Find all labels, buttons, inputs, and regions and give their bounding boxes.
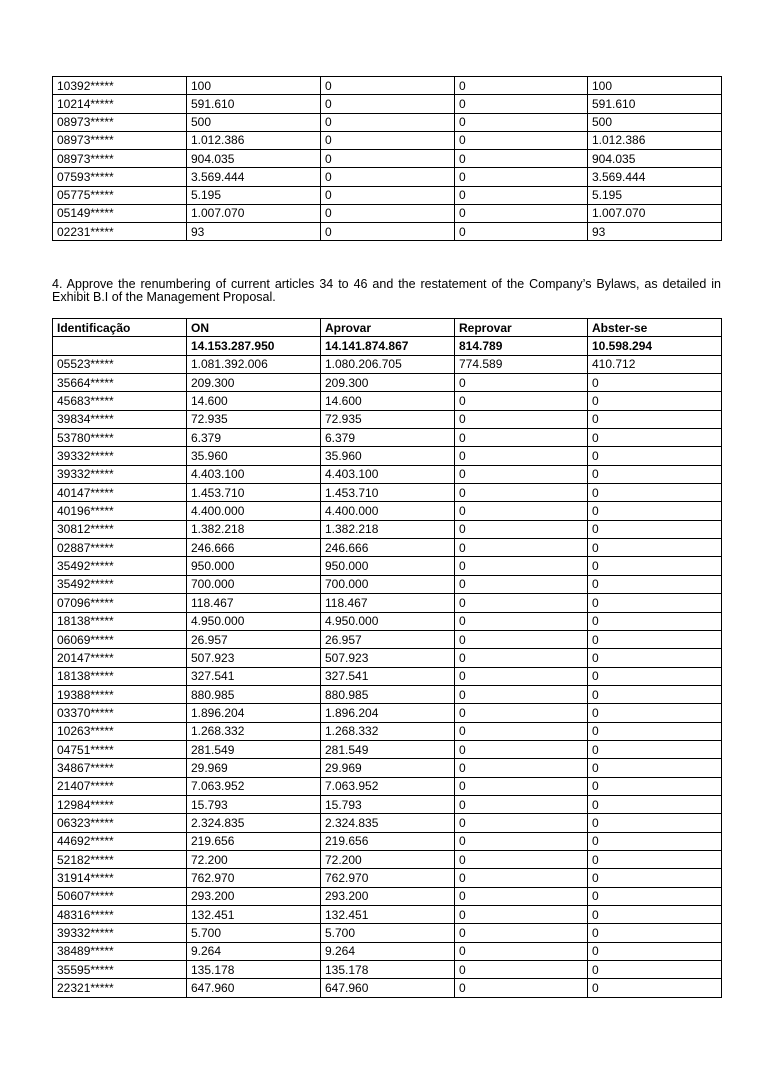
cell-aprovar: 0 [321,150,455,168]
table-row [53,150,722,168]
cell-abster-se: 0 [588,520,722,538]
cell-on: 7.063.952 [187,777,321,795]
cell-identificacao: 12984***** [53,795,187,813]
cell-reprovar: 0 [455,869,588,887]
cell-reprovar: 0 [455,223,588,241]
totals-reprovar: 814.789 [455,337,588,355]
cell-aprovar: 15.793 [321,795,455,813]
table-row [53,649,722,667]
cell-reprovar: 0 [455,667,588,685]
table-row [53,850,722,868]
cell-on: 1.012.386 [187,131,321,149]
table-row [53,204,722,222]
cell-identificacao: 21407***** [53,777,187,795]
table-row [53,113,722,131]
cell-on: 500 [187,113,321,131]
cell-reprovar: 0 [455,649,588,667]
cell-on: 1.382.218 [187,520,321,538]
cell-identificacao: 35492***** [53,575,187,593]
table-row [53,374,722,392]
cell-on: 1.007.070 [187,204,321,222]
cell-identificacao: 34867***** [53,759,187,777]
cell-on: 880.985 [187,685,321,703]
header-on: ON [187,319,321,337]
cell-abster-se: 0 [588,410,722,428]
cell-abster-se: 0 [588,704,722,722]
table-row [53,557,722,575]
cell-on: 6.379 [187,429,321,447]
cell-on: 132.451 [187,906,321,924]
cell-on: 14.600 [187,392,321,410]
table-row [53,447,722,465]
cell-on: 72.200 [187,850,321,868]
cell-identificacao: 03370***** [53,704,187,722]
cell-reprovar: 0 [455,539,588,557]
cell-reprovar: 0 [455,131,588,149]
cell-aprovar: 5.700 [321,924,455,942]
cell-reprovar: 0 [455,685,588,703]
cell-reprovar: 0 [455,502,588,520]
cell-aprovar: 0 [321,204,455,222]
cell-identificacao: 44692***** [53,832,187,850]
cell-identificacao: 52182***** [53,850,187,868]
cell-identificacao: 07593***** [53,168,187,186]
cell-abster-se: 0 [588,869,722,887]
header-identificacao: Identificação [53,319,187,337]
cell-aprovar: 4.400.000 [321,502,455,520]
cell-aprovar: 0 [321,168,455,186]
main-vote-table-body [53,355,722,997]
cell-aprovar: 9.264 [321,942,455,960]
cell-on: 135.178 [187,961,321,979]
cell-reprovar: 0 [455,410,588,428]
cell-aprovar: 14.600 [321,392,455,410]
cell-identificacao: 05523***** [53,355,187,373]
cell-aprovar: 0 [321,113,455,131]
cell-aprovar: 246.666 [321,539,455,557]
cell-aprovar: 281.549 [321,740,455,758]
cell-abster-se: 0 [588,557,722,575]
cell-on: 281.549 [187,740,321,758]
cell-on: 26.957 [187,630,321,648]
cell-abster-se: 0 [588,961,722,979]
cell-aprovar: 132.451 [321,906,455,924]
cell-reprovar: 0 [455,814,588,832]
cell-identificacao: 10392***** [53,77,187,95]
cell-aprovar: 507.923 [321,649,455,667]
cell-on: 4.403.100 [187,465,321,483]
cell-aprovar: 293.200 [321,887,455,905]
table-row [53,410,722,428]
cell-reprovar: 0 [455,759,588,777]
table-row [53,465,722,483]
cell-identificacao: 19388***** [53,685,187,703]
cell-identificacao: 07096***** [53,594,187,612]
cell-identificacao: 06069***** [53,630,187,648]
totals-aprovar: 14.141.874.867 [321,337,455,355]
table-row [53,95,722,113]
table-row [53,77,722,95]
cell-abster-se: 1.012.386 [588,131,722,149]
cell-reprovar: 0 [455,168,588,186]
cell-reprovar: 0 [455,722,588,740]
cell-reprovar: 0 [455,795,588,813]
cell-identificacao: 48316***** [53,906,187,924]
cell-identificacao: 40196***** [53,502,187,520]
cell-reprovar: 0 [455,630,588,648]
cell-aprovar: 1.268.332 [321,722,455,740]
cell-identificacao: 08973***** [53,131,187,149]
cell-aprovar: 0 [321,223,455,241]
cell-identificacao: 39332***** [53,924,187,942]
table-row [53,667,722,685]
cell-abster-se: 100 [588,77,722,95]
cell-on: 904.035 [187,150,321,168]
cell-abster-se: 0 [588,429,722,447]
table-row [53,777,722,795]
cell-reprovar: 0 [455,942,588,960]
cell-aprovar: 1.382.218 [321,520,455,538]
totals-abster-se: 10.598.294 [588,337,722,355]
cell-aprovar: 880.985 [321,685,455,703]
totals-identificacao [53,337,187,355]
cell-aprovar: 1.896.204 [321,704,455,722]
cell-reprovar: 0 [455,374,588,392]
table-row [53,722,722,740]
cell-aprovar: 4.403.100 [321,465,455,483]
cell-aprovar: 29.969 [321,759,455,777]
cell-reprovar: 0 [455,77,588,95]
cell-on: 2.324.835 [187,814,321,832]
cell-reprovar: 0 [455,429,588,447]
cell-on: 1.453.710 [187,484,321,502]
cell-abster-se: 0 [588,979,722,997]
cell-aprovar: 1.453.710 [321,484,455,502]
cell-identificacao: 18138***** [53,667,187,685]
table-row [53,942,722,960]
table-row [53,575,722,593]
cell-reprovar: 0 [455,95,588,113]
table-row [53,131,722,149]
table-row [53,612,722,630]
cell-abster-se: 591.610 [588,95,722,113]
cell-abster-se: 0 [588,924,722,942]
cell-reprovar: 0 [455,186,588,204]
cell-abster-se: 0 [588,484,722,502]
cell-abster-se: 1.007.070 [588,204,722,222]
cell-on: 5.700 [187,924,321,942]
table-row [53,502,722,520]
cell-identificacao: 39332***** [53,465,187,483]
cell-on: 35.960 [187,447,321,465]
cell-aprovar: 72.200 [321,850,455,868]
cell-on: 1.268.332 [187,722,321,740]
cell-identificacao: 39834***** [53,410,187,428]
cell-aprovar: 118.467 [321,594,455,612]
cell-aprovar: 0 [321,186,455,204]
cell-aprovar: 219.656 [321,832,455,850]
cell-reprovar: 0 [455,612,588,630]
cell-identificacao: 50607***** [53,887,187,905]
table-row [53,961,722,979]
table-row [53,795,722,813]
cell-aprovar: 327.541 [321,667,455,685]
cell-aprovar: 72.935 [321,410,455,428]
cell-on: 507.923 [187,649,321,667]
cell-abster-se: 0 [588,392,722,410]
table-row [53,594,722,612]
table-row [53,832,722,850]
cell-abster-se: 0 [588,850,722,868]
cell-on: 293.200 [187,887,321,905]
cell-abster-se: 500 [588,113,722,131]
cell-abster-se: 0 [588,447,722,465]
cell-reprovar: 0 [455,924,588,942]
cell-abster-se: 0 [588,777,722,795]
cell-identificacao: 38489***** [53,942,187,960]
cell-on: 1.896.204 [187,704,321,722]
cell-identificacao: 45683***** [53,392,187,410]
cell-identificacao: 06323***** [53,814,187,832]
table-row [53,186,722,204]
cell-reprovar: 0 [455,484,588,502]
cell-aprovar: 209.300 [321,374,455,392]
cell-reprovar: 0 [455,850,588,868]
cell-abster-se: 5.195 [588,186,722,204]
cell-on: 209.300 [187,374,321,392]
table-row [53,392,722,410]
cell-aprovar: 0 [321,95,455,113]
cell-abster-se: 0 [588,630,722,648]
cell-reprovar: 0 [455,594,588,612]
cell-abster-se: 0 [588,612,722,630]
cell-identificacao: 22321***** [53,979,187,997]
header-row [53,319,722,337]
table-row [53,484,722,502]
cell-abster-se: 410.712 [588,355,722,373]
cell-aprovar: 26.957 [321,630,455,648]
cell-aprovar: 0 [321,131,455,149]
cell-identificacao: 18138***** [53,612,187,630]
cell-abster-se: 93 [588,223,722,241]
cell-on: 9.264 [187,942,321,960]
cell-aprovar: 35.960 [321,447,455,465]
cell-abster-se: 0 [588,814,722,832]
resolution-item-4: 4. Approve the renumbering of current articles 34 to 46 and the restatement of the Company’s Bylaws, as detailed in Exhibit B.I of the Management Proposal. [52,276,721,304]
cell-on: 3.569.444 [187,168,321,186]
cell-identificacao: 53780***** [53,429,187,447]
cell-abster-se: 0 [588,539,722,557]
cell-on: 4.950.000 [187,612,321,630]
cell-identificacao: 08973***** [53,113,187,131]
cell-reprovar: 0 [455,113,588,131]
cell-abster-se: 0 [588,374,722,392]
table-row [53,630,722,648]
cell-on: 591.610 [187,95,321,113]
cell-reprovar: 0 [455,961,588,979]
cell-abster-se: 0 [588,465,722,483]
cell-aprovar: 4.950.000 [321,612,455,630]
table-row [53,759,722,777]
cell-identificacao: 08973***** [53,150,187,168]
cell-abster-se: 0 [588,759,722,777]
table-row [53,906,722,924]
cell-abster-se: 0 [588,795,722,813]
table-row [53,539,722,557]
cell-identificacao: 35492***** [53,557,187,575]
cell-reprovar: 0 [455,887,588,905]
cell-abster-se: 0 [588,685,722,703]
cell-identificacao: 05149***** [53,204,187,222]
table-row [53,740,722,758]
cell-abster-se: 0 [588,594,722,612]
cell-reprovar: 0 [455,704,588,722]
table-row [53,168,722,186]
table-row [53,869,722,887]
table-row [53,924,722,942]
cell-identificacao: 02887***** [53,539,187,557]
cell-abster-se: 0 [588,942,722,960]
cell-on: 93 [187,223,321,241]
cell-aprovar: 1.080.206.705 [321,355,455,373]
cell-reprovar: 0 [455,575,588,593]
table-row [53,429,722,447]
cell-reprovar: 0 [455,832,588,850]
table-row [53,685,722,703]
cell-reprovar: 0 [455,392,588,410]
cell-abster-se: 0 [588,667,722,685]
cell-reprovar: 0 [455,979,588,997]
cell-aprovar: 2.324.835 [321,814,455,832]
cell-identificacao: 05775***** [53,186,187,204]
cell-identificacao: 02231***** [53,223,187,241]
cell-identificacao: 39332***** [53,447,187,465]
cell-reprovar: 0 [455,465,588,483]
top-vote-table [52,76,722,241]
cell-identificacao: 30812***** [53,520,187,538]
cell-reprovar: 0 [455,557,588,575]
cell-on: 5.195 [187,186,321,204]
header-abster-se: Abster-se [588,319,722,337]
table-row [53,979,722,997]
table-row [53,887,722,905]
cell-on: 72.935 [187,410,321,428]
cell-on: 29.969 [187,759,321,777]
cell-abster-se: 3.569.444 [588,168,722,186]
cell-identificacao: 40147***** [53,484,187,502]
cell-aprovar: 0 [321,77,455,95]
main-vote-table [52,318,722,998]
cell-on: 246.666 [187,539,321,557]
totals-row [53,337,722,355]
cell-on: 762.970 [187,869,321,887]
table-row [53,704,722,722]
table-row [53,223,722,241]
cell-aprovar: 700.000 [321,575,455,593]
header-reprovar: Reprovar [455,319,588,337]
cell-identificacao: 20147***** [53,649,187,667]
totals-on: 14.153.287.950 [187,337,321,355]
cell-aprovar: 762.970 [321,869,455,887]
cell-on: 100 [187,77,321,95]
cell-identificacao: 35664***** [53,374,187,392]
cell-on: 1.081.392.006 [187,355,321,373]
cell-aprovar: 647.960 [321,979,455,997]
table-row [53,355,722,373]
cell-identificacao: 35595***** [53,961,187,979]
cell-on: 219.656 [187,832,321,850]
cell-abster-se: 904.035 [588,150,722,168]
cell-identificacao: 10263***** [53,722,187,740]
cell-abster-se: 0 [588,502,722,520]
cell-on: 327.541 [187,667,321,685]
cell-reprovar: 0 [455,520,588,538]
cell-reprovar: 774.589 [455,355,588,373]
cell-on: 118.467 [187,594,321,612]
main-vote-table-head [53,319,722,356]
cell-abster-se: 0 [588,722,722,740]
cell-reprovar: 0 [455,204,588,222]
cell-reprovar: 0 [455,906,588,924]
cell-reprovar: 0 [455,447,588,465]
cell-on: 647.960 [187,979,321,997]
cell-abster-se: 0 [588,575,722,593]
cell-abster-se: 0 [588,649,722,667]
cell-aprovar: 7.063.952 [321,777,455,795]
cell-abster-se: 0 [588,906,722,924]
cell-reprovar: 0 [455,777,588,795]
cell-on: 950.000 [187,557,321,575]
cell-abster-se: 0 [588,887,722,905]
cell-identificacao: 04751***** [53,740,187,758]
header-aprovar: Aprovar [321,319,455,337]
cell-on: 4.400.000 [187,502,321,520]
cell-identificacao: 10214***** [53,95,187,113]
cell-identificacao: 31914***** [53,869,187,887]
cell-on: 700.000 [187,575,321,593]
table-row [53,520,722,538]
cell-abster-se: 0 [588,832,722,850]
top-vote-table-body [53,77,722,241]
cell-on: 15.793 [187,795,321,813]
cell-abster-se: 0 [588,740,722,758]
cell-aprovar: 6.379 [321,429,455,447]
table-row [53,814,722,832]
cell-aprovar: 950.000 [321,557,455,575]
cell-reprovar: 0 [455,740,588,758]
cell-reprovar: 0 [455,150,588,168]
cell-aprovar: 135.178 [321,961,455,979]
